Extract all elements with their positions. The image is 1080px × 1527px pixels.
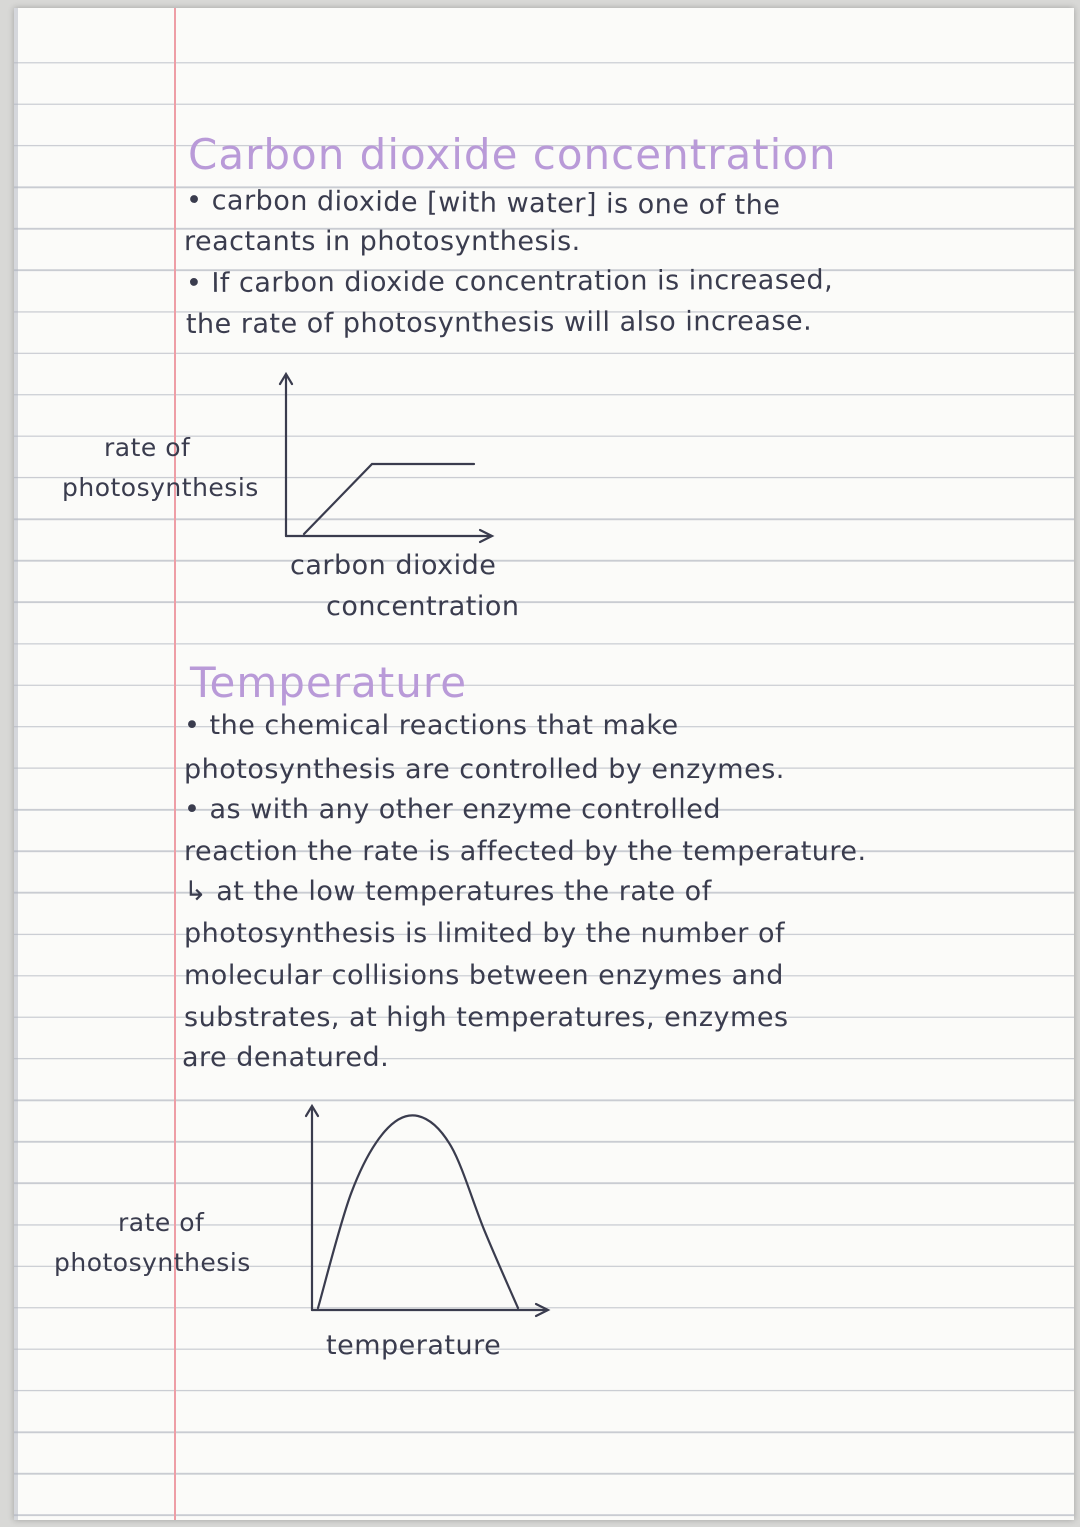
- heading-temperature: Temperature: [190, 658, 468, 707]
- heading-co2: Carbon dioxide concentration: [188, 130, 837, 179]
- temp-graph-ylabel-1: rate of: [118, 1208, 205, 1237]
- temp-line-1: • the chemical reactions that make: [184, 710, 679, 741]
- co2-graph-ylabel-2: photosynthesis: [62, 473, 259, 502]
- temp-line-2: photosynthesis are controlled by enzymes.: [184, 754, 785, 785]
- temp-graph: [290, 1098, 560, 1332]
- page-binding-edge: [14, 8, 18, 1520]
- temp-graph-svg: [290, 1098, 560, 1328]
- co2-graph: [264, 368, 504, 552]
- temp-graph-xlabel: temperature: [326, 1330, 502, 1361]
- temp-line-4: reaction the rate is affected by the temperature.: [184, 836, 867, 867]
- co2-graph-ylabel-1: rate of: [104, 433, 191, 462]
- temp-graph-ylabel-2: photosynthesis: [54, 1248, 251, 1277]
- co2-graph-line: [304, 464, 474, 534]
- co2-line-4: the rate of photosynthesis will also increase.: [185, 305, 813, 340]
- co2-graph-xlabel-2: concentration: [326, 591, 520, 622]
- margin-line: [174, 8, 176, 1520]
- co2-line-3: • If carbon dioxide concentration is increased,: [185, 264, 834, 299]
- co2-graph-xlabel-1: carbon dioxide: [290, 550, 497, 581]
- notebook-page: [14, 8, 1074, 1520]
- temp-line-6: photosynthesis is limited by the number of: [184, 918, 786, 949]
- co2-line-1: • carbon dioxide [with water] is one of the: [186, 185, 781, 222]
- co2-graph-svg: [264, 368, 504, 548]
- temp-graph-line: [318, 1115, 518, 1308]
- temp-line-7: molecular collisions between enzymes and: [184, 960, 784, 991]
- temp-line-3: • as with any other enzyme controlled: [184, 794, 722, 825]
- temp-line-9: are denatured.: [182, 1042, 390, 1073]
- co2-line-2: reactants in photosynthesis.: [184, 226, 581, 257]
- temp-line-8: substrates, at high temperatures, enzymes: [184, 1002, 789, 1033]
- temp-line-5: ↳ at the low temperatures the rate of: [184, 876, 712, 907]
